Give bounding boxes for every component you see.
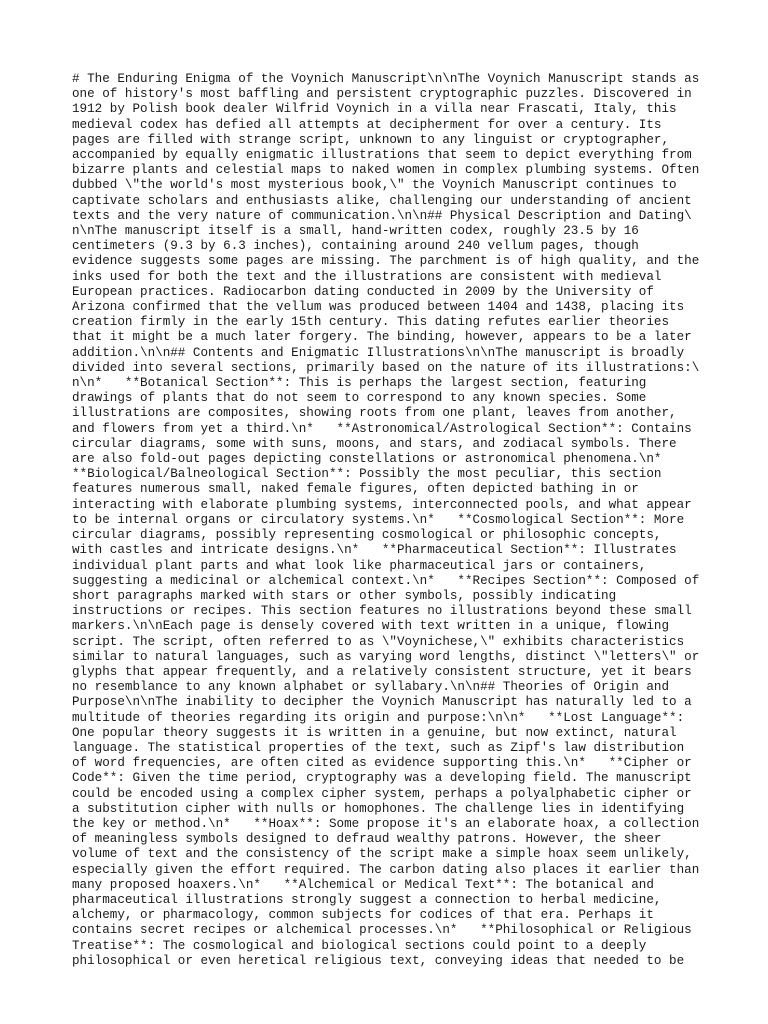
- text-line: dubbed \"the world's most mysterious book,\" the Voynich Manuscript continues to: [72, 178, 677, 193]
- text-line: of word frequencies, are often cited as evidence supporting this.\n* **Cipher or: [72, 756, 692, 771]
- text-line: no resemblance to any known alphabet or syllabary.\n\n## Theories of Origin and: [72, 680, 670, 695]
- text-line: **Biological/Balneological Section**: Possibly the most peculiar, this section: [72, 467, 662, 482]
- text-line: n\n* **Botanical Section**: This is perhaps the largest section, featuring: [72, 376, 647, 391]
- text-line: circular diagrams, possibly representing cosmological or philosophic concepts,: [72, 528, 662, 543]
- text-line: pages are filled with strange script, unknown to any linguist or cryptographer,: [72, 132, 670, 147]
- text-line: features numerous small, naked female figures, often depicted bathing in or: [72, 482, 639, 497]
- text-line: accompanied by equally enigmatic illustrations that seem to depict everything from: [72, 148, 692, 163]
- text-line: addition.\n\n## Contents and Enigmatic Illustrations\n\nThe manuscript is broadly: [72, 345, 685, 360]
- text-line: creation firmly in the early 15th century. This dating refutes earlier theories: [72, 315, 670, 330]
- text-line: that it might be a much later forgery. The binding, however, appears to be a later: [72, 330, 692, 345]
- text-line: 1912 by Polish book dealer Wilfrid Voynich in a villa near Frascati, Italy, this: [72, 102, 677, 117]
- text-line: Treatise**: The cosmological and biological sections could point to a deeply: [72, 938, 647, 953]
- text-line: pharmaceutical illustrations strongly suggest a connection to herbal medicine,: [72, 892, 662, 907]
- text-line: short paragraphs marked with stars or other symbols, possibly indicating: [72, 588, 617, 603]
- text-line: Purpose\n\nThe inability to decipher the Voynich Manuscript has naturally led to a: [72, 695, 692, 710]
- document-page: [72, 72, 712, 969]
- text-line: glyphs that appear frequently, and a relatively consistent structure, yet it bears: [72, 664, 692, 679]
- text-line: interacting with elaborate plumbing systems, interconnected pools, and what appear: [72, 497, 692, 512]
- text-line: Code**: Given the time period, cryptography was a developing field. The manuscript: [72, 771, 692, 786]
- document-body: [72, 72, 712, 969]
- text-line: One popular theory suggests it is written in a genuine, but now extinct, natural: [72, 725, 677, 740]
- text-line: many proposed hoaxers.\n* **Alchemical or Medical Text**: The botanical and: [72, 877, 654, 892]
- text-line: and flowers from yet a third.\n* **Astronomical/Astrological Section**: Contains: [72, 421, 692, 436]
- text-line: are also fold-out pages depicting constellations or astronomical phenomena.\n*: [72, 452, 662, 467]
- text-line: inks used for both the text and the illustrations are consistent with medieval: [72, 269, 662, 284]
- text-line: centimeters (9.3 by 6.3 inches), containing around 240 vellum pages, though: [72, 239, 639, 254]
- text-line: illustrations are composites, showing roots from one plant, leaves from another,: [72, 406, 677, 421]
- text-line: one of history's most baffling and persistent cryptographic puzzles. Discovered in: [72, 87, 692, 102]
- text-line: evidence suggests some pages are missing. The parchment is of high quality, and the: [72, 254, 700, 269]
- text-line: contains secret recipes or alchemical processes.\n* **Philosophical or Religious: [72, 923, 692, 938]
- text-line: script. The script, often referred to as \"Voynichese,\" exhibits characteristics: [72, 634, 685, 649]
- text-line: suggesting a medicinal or alchemical context.\n* **Recipes Section**: Composed of: [72, 573, 700, 588]
- text-line: especially given the effort required. The carbon dating also places it earlier than: [72, 862, 700, 877]
- text-line: medieval codex has defied all attempts at decipherment for over a century. Its: [72, 117, 662, 132]
- text-line: a substitution cipher with nulls or homophones. The challenge lies in identifying: [72, 801, 685, 816]
- text-line: circular diagrams, some with suns, moons, and stars, and zodiacal symbols. There: [72, 436, 677, 451]
- text-line: texts and the very nature of communication.\n\n## Physical Description and Dating\: [72, 208, 692, 223]
- text-line: divided into several sections, primarily based on the nature of its illustrations:\: [72, 360, 700, 375]
- text-line: bizarre plants and celestial maps to naked women in complex plumbing systems. Often: [72, 163, 700, 178]
- text-line: to be internal organs or circulatory systems.\n* **Cosmological Section**: More: [72, 512, 685, 527]
- text-line: the key or method.\n* **Hoax**: Some propose it's an elaborate hoax, a collection: [72, 816, 700, 831]
- text-line: # The Enduring Enigma of the Voynich Manuscript\n\nThe Voynich Manuscript stands as: [72, 72, 700, 86]
- text-line: similar to natural languages, such as varying word lengths, distinct \"letters\" or: [72, 649, 700, 664]
- text-line: drawings of plants that do not seem to correspond to any known species. Some: [72, 391, 647, 406]
- text-line: multitude of theories regarding its origin and purpose:\n\n* **Lost Language**:: [72, 710, 685, 725]
- text-line: instructions or recipes. This section features no illustrations beyond these small: [72, 604, 692, 619]
- text-line: could be encoded using a complex cipher system, perhaps a polyalphabetic cipher or: [72, 786, 692, 801]
- text-line: language. The statistical properties of the text, such as Zipf's law distribution: [72, 740, 685, 755]
- text-line: volume of text and the consistency of the script make a simple hoax seem unlikely,: [72, 847, 692, 862]
- text-line: individual plant parts and what look like pharmaceutical jars or containers,: [72, 558, 647, 573]
- text-line: of meaningless symbols designed to defraud wealthy patrons. However, the sheer: [72, 832, 662, 847]
- text-line: captivate scholars and enthusiasts alike, challenging our understanding of ancient: [72, 193, 692, 208]
- text-line: European practices. Radiocarbon dating conducted in 2009 by the University of: [72, 284, 654, 299]
- text-line: with castles and intricate designs.\n* **Pharmaceutical Section**: Illustrates: [72, 543, 677, 558]
- text-line: philosophical or even heretical religious text, conveying ideas that needed to be: [72, 953, 685, 968]
- text-line: Arizona confirmed that the vellum was produced between 1404 and 1438, placing its: [72, 300, 685, 315]
- text-line: markers.\n\nEach page is densely covered with text written in a unique, flowing: [72, 619, 670, 634]
- text-line: alchemy, or pharmacology, common subjects for codices of that era. Perhaps it: [72, 908, 654, 923]
- text-line: n\nThe manuscript itself is a small, hand-written codex, roughly 23.5 by 16: [72, 224, 639, 239]
